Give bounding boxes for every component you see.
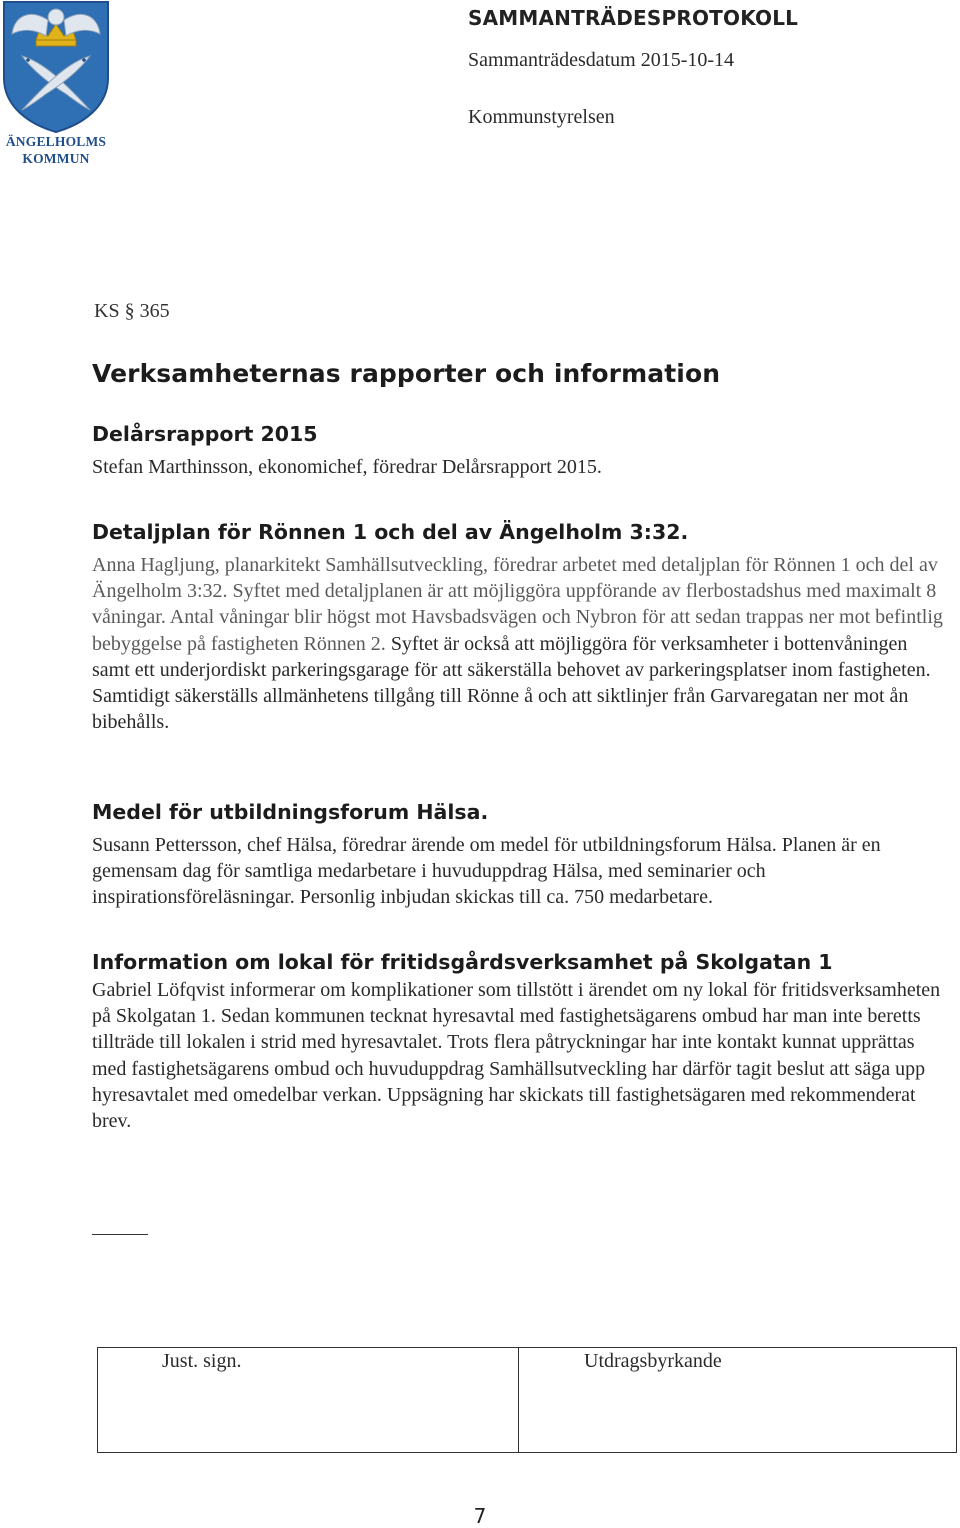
- just-sign-cell: [98, 1348, 519, 1452]
- municipality-logo: [0, 0, 112, 170]
- logo-name-line1: ÄNGELHOLMS: [5, 134, 107, 149]
- section-heading-fritidsgard: Information om lokal för fritidsgårdsverksamhet på Skolgatan 1: [92, 950, 833, 974]
- extract-certification-cell: [519, 1348, 956, 1452]
- section-heading-utbildningsforum: Medel för utbildningsforum Hälsa.: [92, 800, 489, 824]
- committee-name: Kommunstyrelsen: [468, 106, 615, 128]
- signature-line: [92, 1234, 148, 1235]
- document-type-title: SAMMANTRÄDESPROTOKOLL: [468, 6, 799, 30]
- section-text-detaljplan: [92, 552, 948, 735]
- logo-name-line2: KOMMUN: [22, 151, 90, 166]
- meeting-date: Sammanträdesdatum 2015-10-14: [468, 49, 735, 71]
- section-heading-delarsrapport: Delårsrapport 2015: [92, 422, 318, 446]
- section-text-utbildningsforum: Susann Pettersson, chef Hälsa, föredrar ärende om medel för utbildningsforum Hälsa. Planen är en gemensam dag för samtliga medarbetare i huvuduppdrag Hälsa, med seminarier och inspirationsföreläsningar. Personlig inbjudan skickas till ca. 750 medarbetare.: [92, 834, 881, 909]
- page-number: 7: [473, 1504, 487, 1528]
- section-heading-detaljplan: Detaljplan för Rönnen 1 och del av Ängelholm 3:32.: [92, 520, 689, 544]
- coat-of-arms-icon: [0, 0, 112, 134]
- section-text-detaljplan-part1: Anna Hagljung, planarkitekt Samhällsutveckling, föredrar arbetet med detaljplan för Rönnen 1 och del av Ängelholm 3:32. Syftet med detaljplanen är att möjliggöra uppförande av flerbostadshus med maximalt 8 våningar. Antal våningar blir högst mot Havsbadsvägen och Nybron för att sedan trappas ner mot befintlig bebyggelse på fastigheten Rönnen 2.: [92, 554, 943, 655]
- section-text-fritidsgard: Gabriel Löfqvist informerar om komplikationer som tillstött i ärendet om ny lokal för fritidsverksamheten på Skolgatan 1. Sedan kommunen tecknat hyresavtal med fastighetsägarens ombud har man inte beretts tillträde till lokalen i strid med hyresavtalet. Trots flera påtryckningar har inte kontakt kunnat upprättas med fastighetsägarens ombud och huvuduppdrag Samhällsutveckling har därför tagit beslut att säga upp hyresavtalet med omedelbar verkan. Uppsägning har skickats till fastighetsägaren med rekommenderat brev.: [92, 979, 941, 1133]
- case-number: KS § 365: [94, 300, 170, 322]
- signature-table: [97, 1347, 957, 1453]
- just-sign-label: Just. sign.: [162, 1350, 242, 1372]
- section-text-delarsrapport: Stefan Marthinsson, ekonomichef, föredrar Delårsrapport 2015.: [92, 456, 602, 478]
- page-title: Verksamheternas rapporter och information: [92, 359, 721, 388]
- section-text-detaljplan-part2: Syftet är också att möjliggöra för verksamheter i bottenvåningen samt ett underjordiskt parkeringsgarage för att säkerställa behovet av parkeringsplatser inom fastigheten. Samtidigt säkerställs allmänhetens tillgång till Rönne å och att siktlinjer från Garvaregatan ner mot ån bibehålls.: [92, 632, 931, 734]
- extract-certification-label: Utdragsbyrkande: [584, 1350, 722, 1372]
